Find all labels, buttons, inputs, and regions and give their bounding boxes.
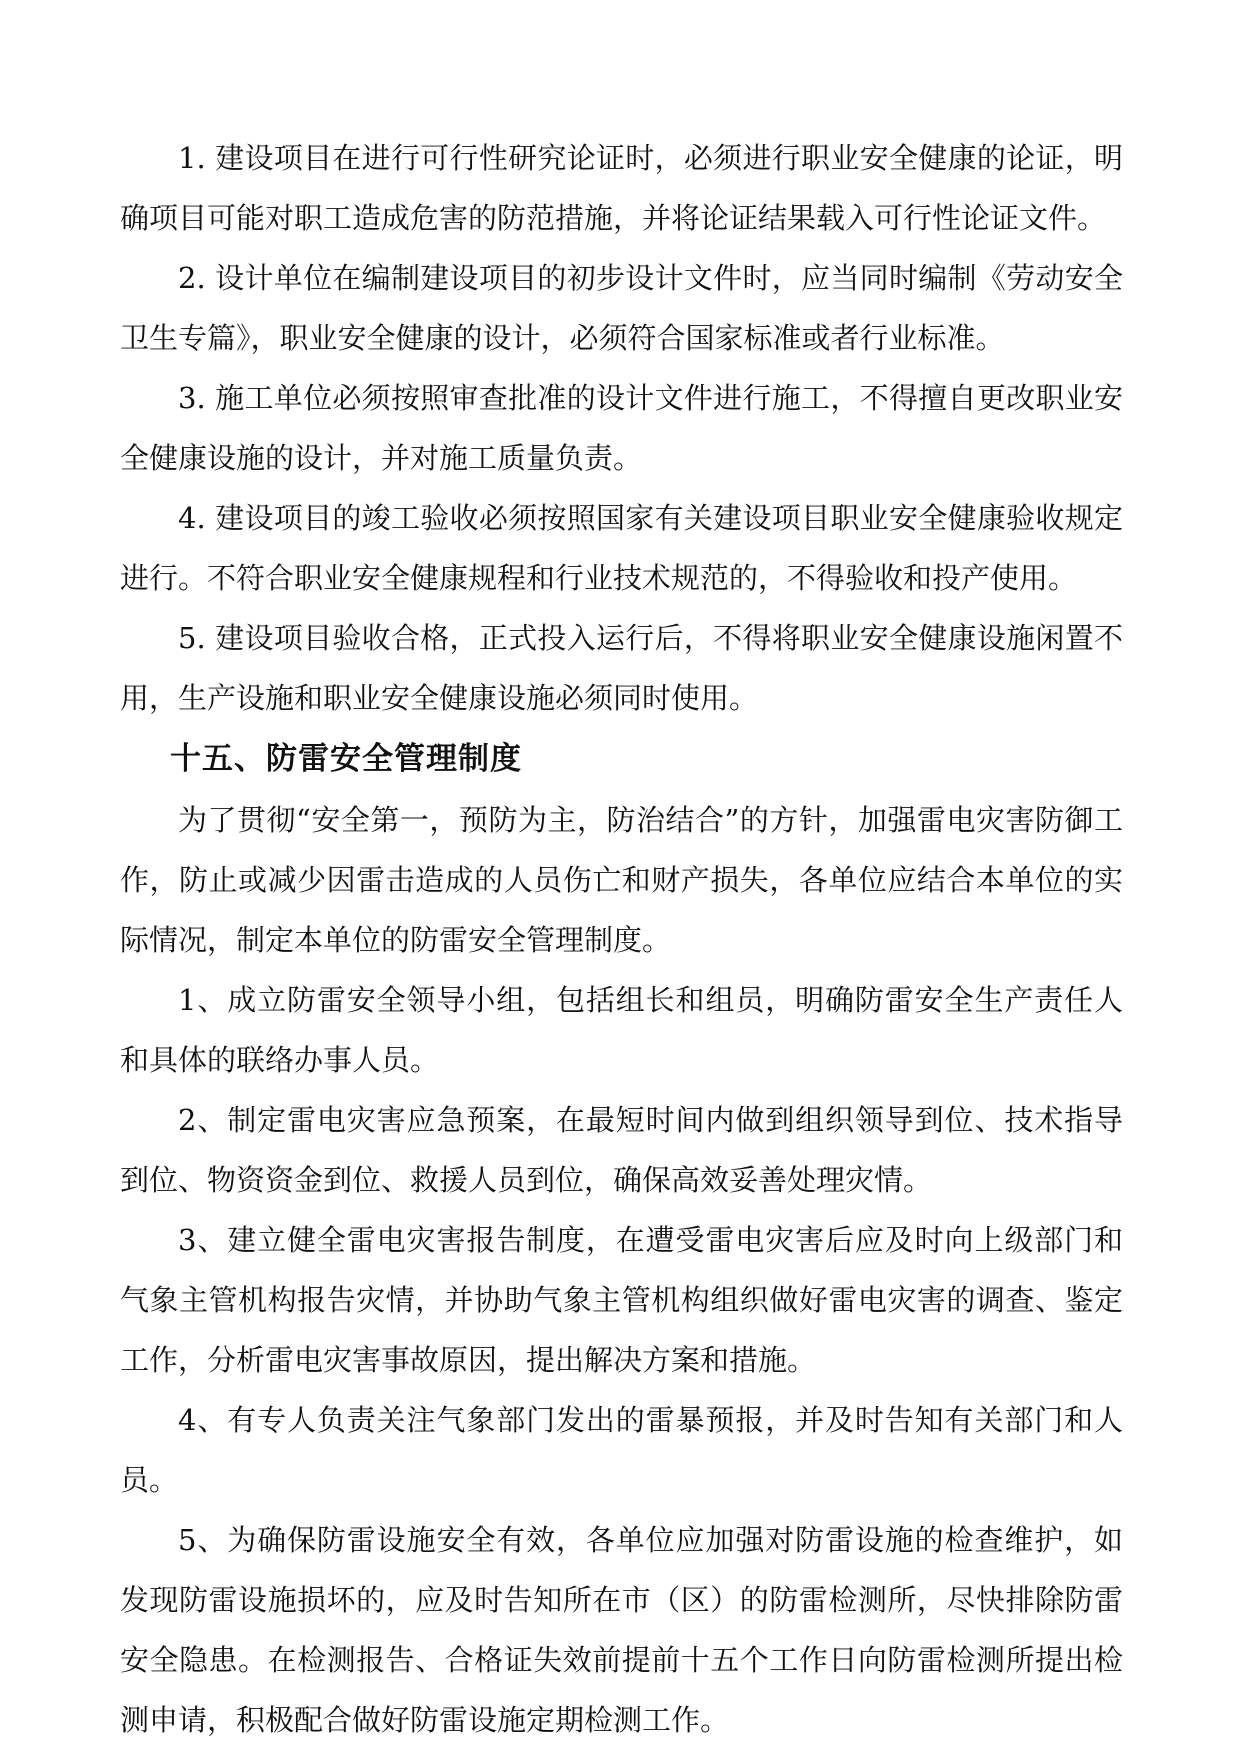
paragraph-item-2: 2. 设计单位在编制建设项目的初步设计文件时，应当同时编制《劳动安全卫生专篇》，职业安全健康的设计，必须符合国家标准或者行业标准。 [120,261,1123,355]
paragraph-item-1: 1. 建设项目在进行可行性研究论证时，必须进行职业安全健康的论证，明确项目可能对职工造成危害的防范措施，并将论证结果载入可行性论证文件。 [120,141,1123,235]
paragraph-item-3: 3. 施工单位必须按照审查批准的设计文件进行施工，不得擅自更改职业安全健康设施的设计，并对施工质量负责。 [120,381,1123,475]
paragraph-item-5: 5. 建设项目验收合格，正式投入运行后，不得将职业安全健康设施闲置不用，生产设施和职业安全健康设施必须同时使用。 [120,621,1123,715]
section-intro-paragraph: 为了贯彻“安全第一，预防为主，防治结合”的方针，加强雷电灾害防御工作，防止或减少因雷击造成的人员伤亡和财产损失，各单位应结合本单位的实际情况，制定本单位的防雷安全管理制度。 [120,803,1123,957]
lightning-rule-4: 4、有专人负责关注气象部门发出的雷暴预报，并及时告知有关部门和人员。 [120,1403,1123,1497]
lightning-rule-2: 2、制定雷电灾害应急预案，在最短时间内做到组织领导到位、技术指导到位、物资资金到位、救援人员到位，确保高效妥善处理灾情。 [120,1103,1123,1197]
document-body [120,128,1123,1750]
lightning-rule-3: 3、建立健全雷电灾害报告制度，在遭受雷电灾害后应及时向上级部门和气象主管机构报告灾情，并协助气象主管机构组织做好雷电灾害的调查、鉴定工作，分析雷电灾害事故原因，提出解决方案和措施。 [120,1223,1123,1377]
lightning-rule-1: 1、成立防雷安全领导小组，包括组长和组员，明确防雷安全生产责任人和具体的联络办事人员。 [120,983,1123,1077]
section-heading: 十五、防雷安全管理制度 [170,741,522,777]
lightning-rule-5: 5、为确保防雷设施安全有效，各单位应加强对防雷设施的检查维护，如发现防雷设施损坏的，应及时告知所在市（区）的防雷检测所，尽快排除防雷安全隐患。在检测报告、合格证失效前提前十五个工作日向防雷检测所提出检测申请，积极配合做好防雷设施定期检测工作。 [120,1523,1123,1737]
paragraph-item-4: 4. 建设项目的竣工验收必须按照国家有关建设项目职业安全健康验收规定进行。不符合职业安全健康规程和行业技术规范的，不得验收和投产使用。 [120,501,1123,595]
